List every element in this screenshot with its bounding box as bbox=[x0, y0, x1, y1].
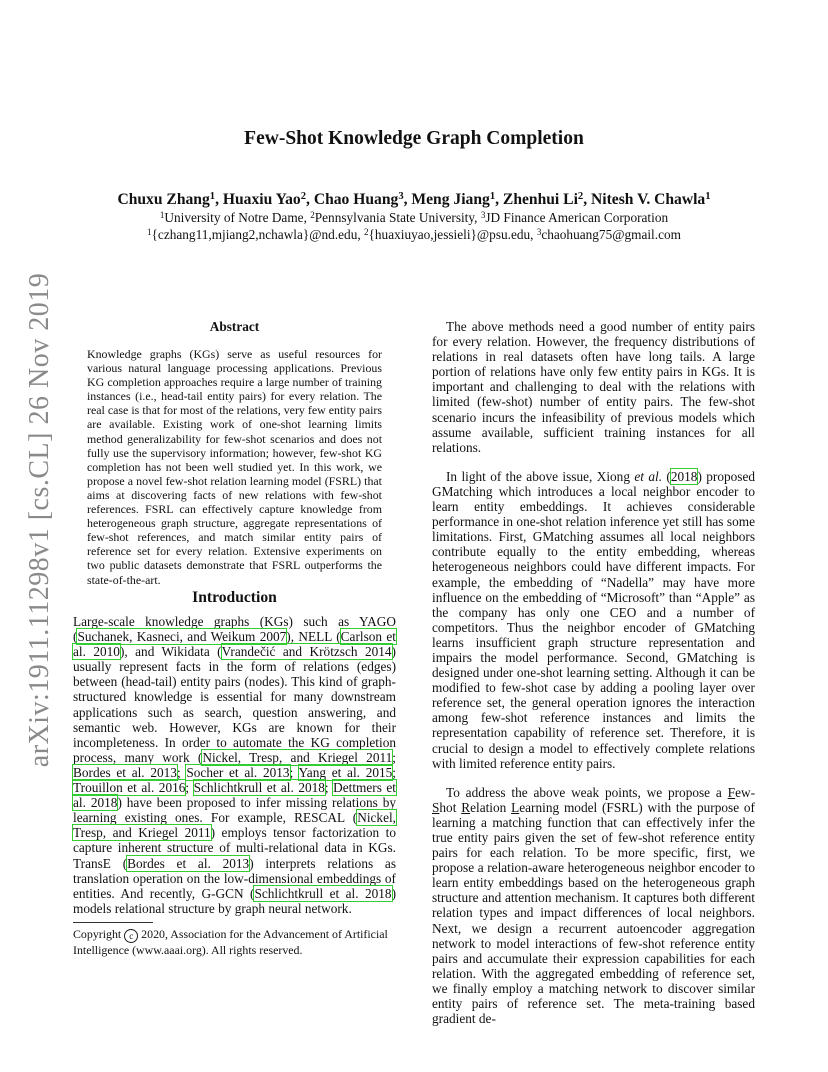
author-name: Chuxu Zhang bbox=[117, 191, 210, 208]
copyright-footnote: Copyright c 2020, Association for the Advancement of Artificial Intelligence (www.aaai.org). All rights reserved. bbox=[73, 927, 388, 957]
arxiv-side-stamp: arXiv:1911.11298v1 [cs.CL] 26 Nov 2019 bbox=[24, 272, 55, 768]
citation-link[interactable]: Vrandečić and Krötzsch 2014 bbox=[221, 644, 392, 660]
citation-link[interactable]: Nickel, Tresp, and Kriegel 2011 bbox=[202, 749, 393, 765]
author-name: Chao Huang bbox=[313, 191, 399, 208]
introduction-heading: Introduction bbox=[192, 589, 277, 606]
citation-link[interactable]: Trouillon et al. 2016 bbox=[73, 780, 186, 796]
author-name: Meng Jiang bbox=[411, 191, 490, 208]
body-paragraph: To address the above weak points, we propose a Few-Shot Relation Learning model (FSRL) with the purpose of learning a matching function that can effectively infer the true entity pairs given the set of few-shot reference entity pairs for each relation. To be more specific, first, we propose a relation-aware heterogeneous neighbor encoder to learn entity embeddings based on the heterogeneous graph structure and attention mechanism. It captures both different relation types and impact differences of local neighbors. Next, we design a recurrent autoencoder aggregation network to model interactions of few-shot reference entity pairs and accumulate their expression capabilities for each relation. With the aggregated embedding of reference set, we finally employ a matching network to discover similar entity pairs of reference set. The meta-training based gradient de- bbox=[432, 784, 755, 1027]
author-name: Nitesh V. Chawla bbox=[591, 191, 706, 208]
copyright-symbol: c bbox=[124, 929, 138, 943]
author-name: Huaxiu Yao bbox=[222, 191, 301, 208]
abstract-heading: Abstract bbox=[209, 319, 260, 334]
author-list: Chuxu Zhang$^1$, Huaxiu Yao$^2$, Chao Huang$^3$, Meng Jiang$^1$, Zhenhui Li$^2$, Nitesh V. Chawla$^1$ bbox=[117, 191, 711, 208]
citation-link[interactable]: Yang et al. 2015 bbox=[298, 764, 393, 780]
abstract-text: Knowledge graphs (KGs) serve as useful resources for various natural language processing applications. Previous KG completion approaches require a large number of training instances (i.e., head-tail entity pairs) for every relation. The real case is that for most of the relations, very few entity pairs are available. Existing work of one-shot learning limits method generalizability for few-shot scenarios and does not fully use the supervisory information; however, few-shot KG completion has not been well studied yet. In this work, we propose a novel few-shot relation learning model (FSRL) that aims at discovering facts of new relations with few-shot references. FSRL can effectively capture knowledge from heterogeneous graph structure, aggregate representations of few-shot references, and match similar entity pairs of reference set for every relation. Extensive experiments on two public datasets demonstrate that FSRL outperforms the state-of-the-art. bbox=[87, 347, 382, 587]
paper-title: Few-Shot Knowledge Graph Completion bbox=[244, 128, 584, 149]
citation-link[interactable]: Dettmers et al. 2018 bbox=[73, 780, 396, 811]
right-column bbox=[432, 319, 755, 1026]
citation-link[interactable]: Bordes et al. 2013 bbox=[127, 855, 250, 871]
citation-link[interactable]: Socher et al. 2013 bbox=[186, 764, 290, 780]
citation-link[interactable]: Nickel, Tresp, and Kriegel 2011 bbox=[73, 810, 396, 841]
citation-link[interactable]: Carlson et al. 2010 bbox=[73, 629, 396, 660]
citation-link[interactable]: 2018 bbox=[670, 468, 698, 484]
citation-link[interactable]: Suchanek, Kasneci, and Weikum 2007 bbox=[77, 629, 287, 645]
body-paragraph: In light of the above issue, Xiong et al. (2018) proposed GMatching which introduces a local neighbor encoder to learn entity embeddings. It achieves considerable performance in one-shot relation inference yet still has some limitations. First, GMatching assumes all local neighbors contribute equally to the entity embedding, whereas heterogeneous neighbors could have different impacts. For example, the embedding of “Nadella” may have more influence on the embedding of “Microsoft” than “Apple” as the company has only one CEO and a number of competitors. Thus the neighbor encoder of GMatching learns insufficient graph structure representation and impairs the model performance. Second, GMatching is designed under one-shot learning setting. Although it can be modified to few-shot case by adding a pooling layer over reference set, the general operation ignores the interaction among few-shot reference instances and limits the representation capability of reference set. Therefore, it is crucial to design a model to effectively complete relations with limited reference entity pairs. bbox=[432, 468, 755, 771]
citation-link[interactable]: Bordes et al. 2013 bbox=[73, 764, 177, 780]
footnote-divider bbox=[73, 922, 153, 923]
body-paragraph: The above methods need a good number of entity pairs for every relation. However, the frequency distributions of relations in real datasets often have long tails. A large portion of relations have only few entity pairs in KGs. It is important and challenging to deal with the relations with limited (few-shot) number of entity pairs. The few-shot scenario incurs the infeasibility of previous models which assume available, sufficient training instances for all relations. bbox=[432, 319, 755, 455]
author-name: Zhenhui Li bbox=[502, 191, 578, 208]
citation-link[interactable]: Schlichtkrull et al. 2018 bbox=[193, 780, 325, 796]
affiliations: $^1$University of Notre Dame, $^2$Pennsylvania State University, $^3$JD Finance American Corporation bbox=[159, 209, 669, 225]
citation-link[interactable]: Schlichtkrull et al. 2018 bbox=[254, 885, 392, 901]
introduction-paragraph: Large-scale knowledge graphs (KGs) such as YAGO (Suchanek, Kasneci, and Weikum 2007), NELL (Carlson et al. 2010), and Wikidata (Vrandečić and Krötzsch 2014) usually represent facts in the form of relations (edges) between (head-tail) entity pairs (nodes). This kind of graph-structured knowledge is essential for many downstream applications such as search, question answering, and semantic web. However, KGs are known for their incompleteness. In order to automate the KG completion process, many work (Nickel, Tresp, and Kriegel 2011; Bordes et al. 2013; Socher et al. 2013; Yang et al. 2015; Trouillon et al. 2016; Schlichtkrull et al. 2018; Dettmers et al. 2018) have been proposed to infer missing relations by learning existing ones. For example, RESCAL (Nickel, Tresp, and Kriegel 2011) employs tensor factorization to capture inherent structure of multi-relational data in KGs. TransE (Bordes et al. 2013) interprets relations as translation operation on the low-dimensional embeddings of entities. And recently, G-GCN (Schlichtkrull et al. 2018) models relational structure by graph neural network. bbox=[73, 614, 397, 916]
author-emails: $^1${czhang11,mjiang2,nchawla}@nd.edu, $^2${huaxiuyao,jessieli}@psu.edu, $^3$chaohuang75@gmail.com bbox=[147, 226, 681, 242]
